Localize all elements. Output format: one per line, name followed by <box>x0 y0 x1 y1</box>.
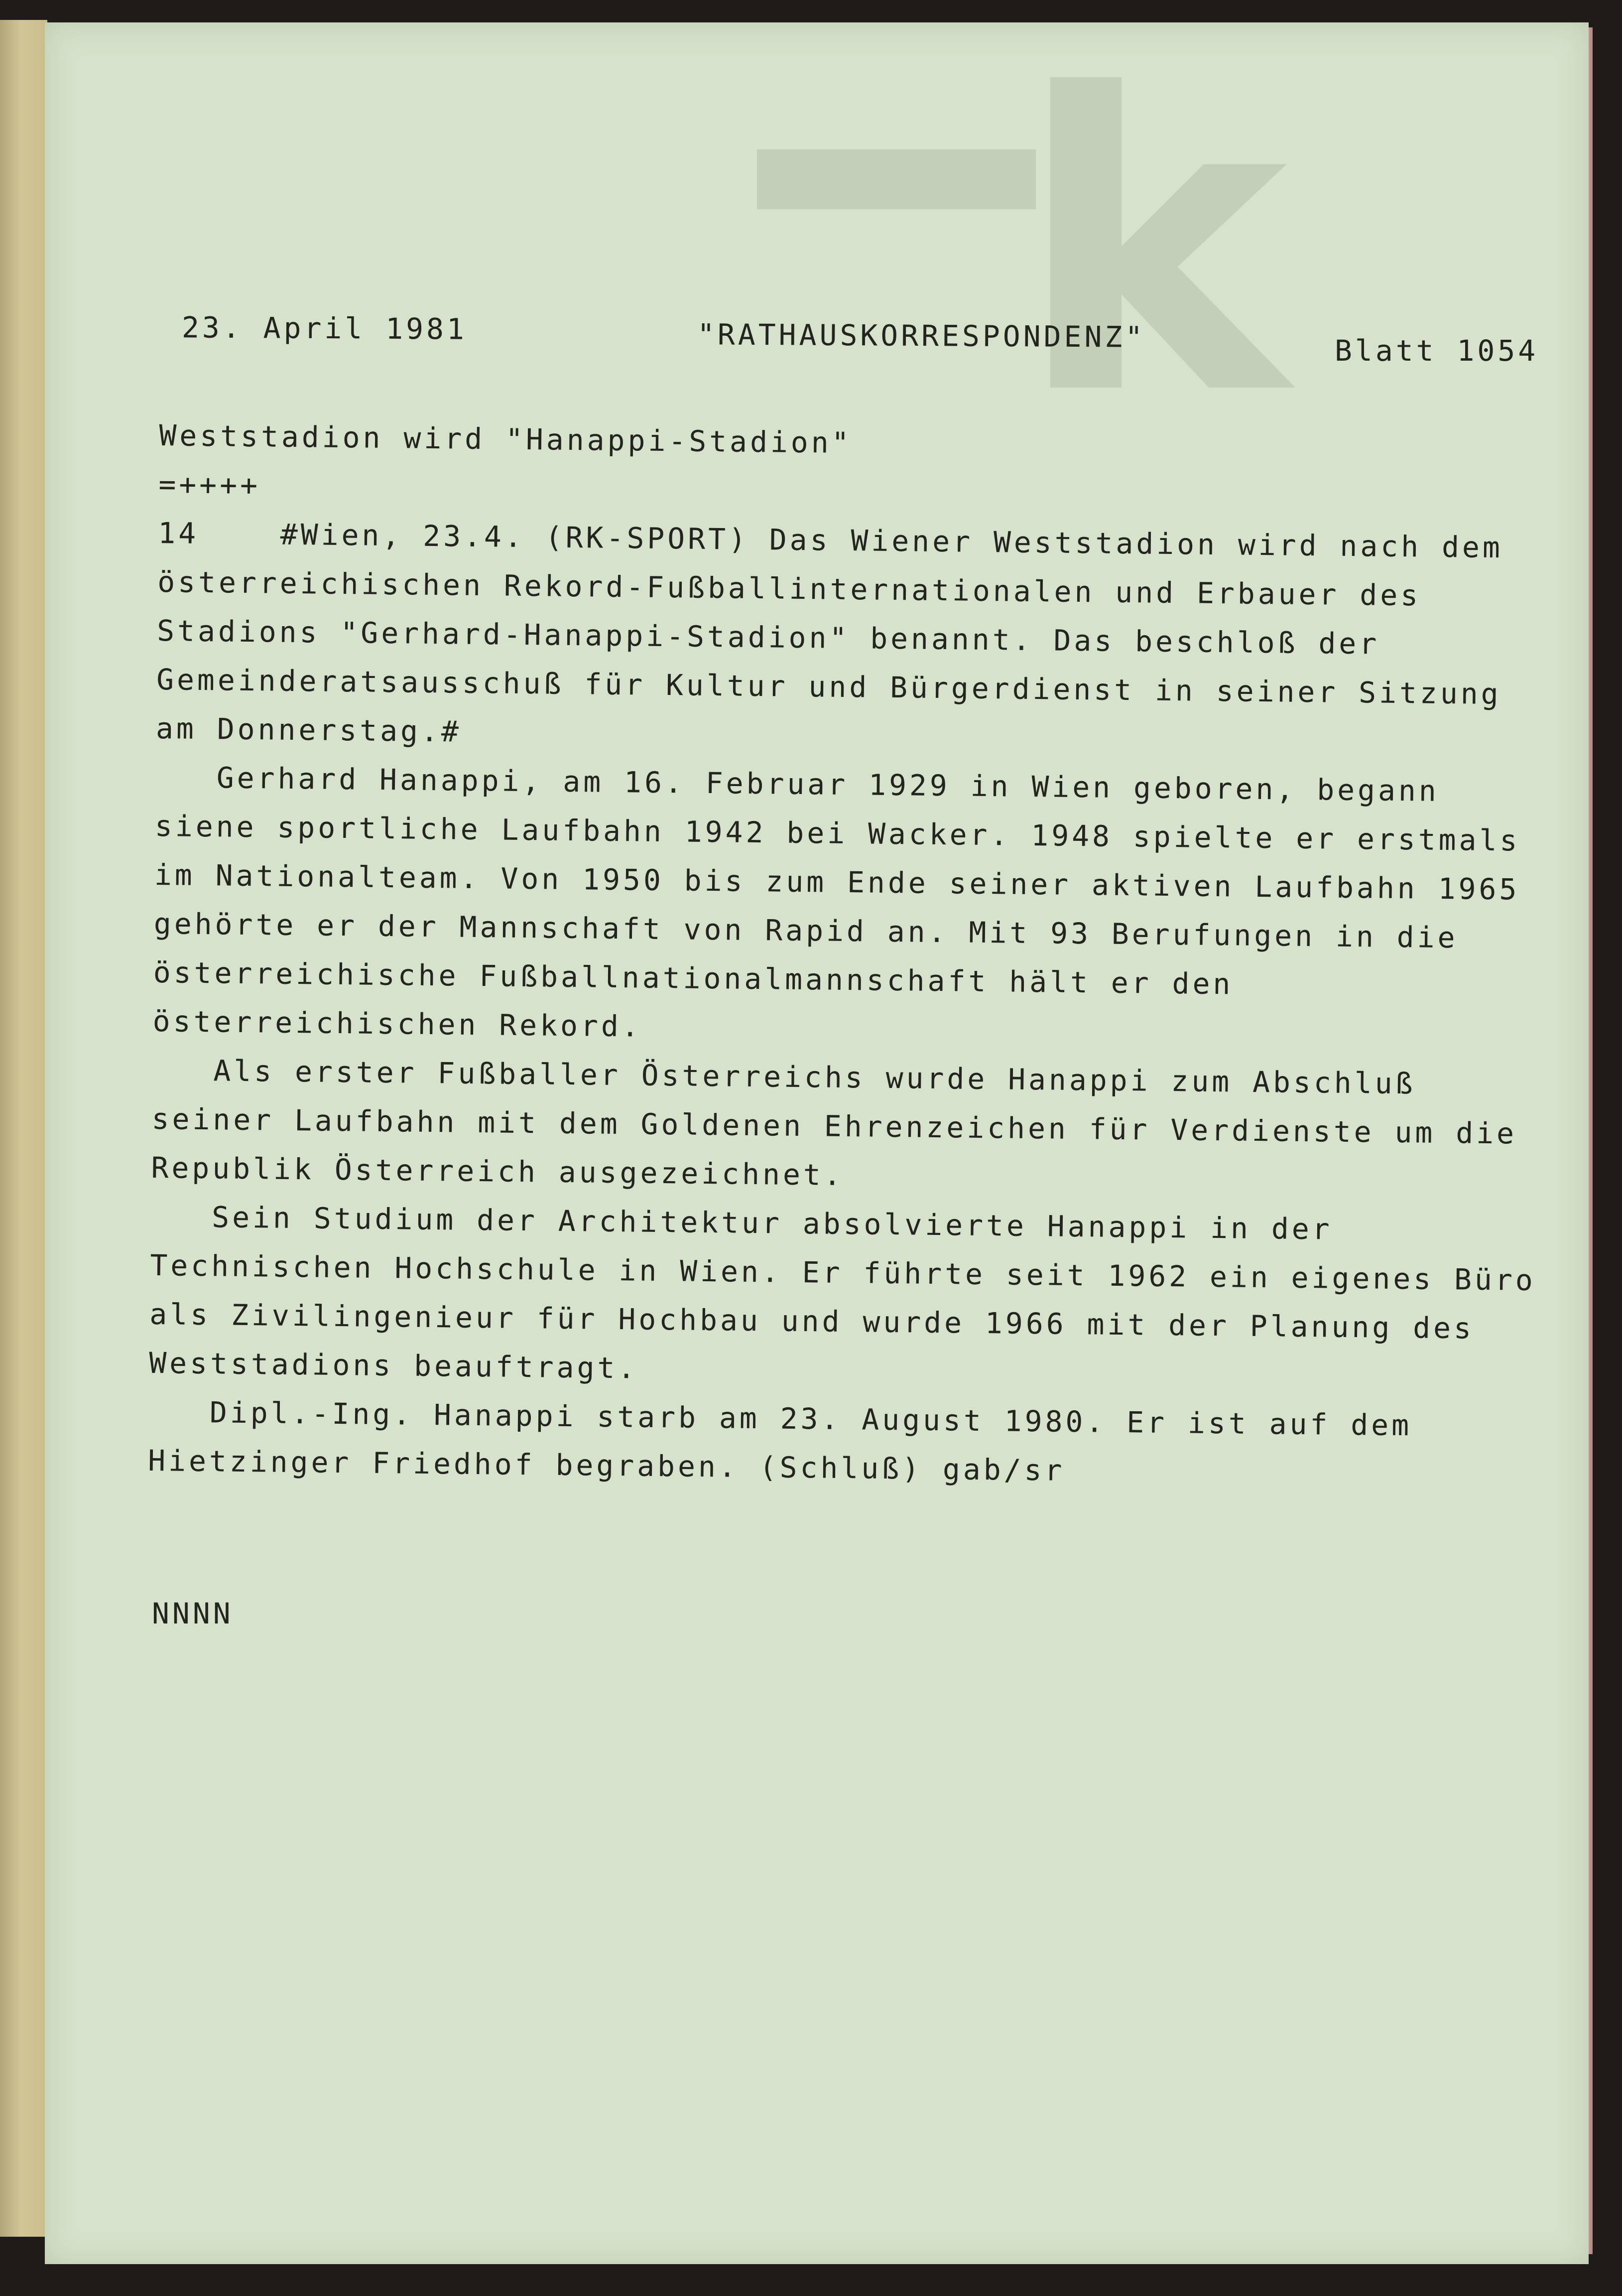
text-line: Hietzinger Friedhof begraben. (Schluß) gab/sr <box>147 1443 1065 1487</box>
header-sheet-number: Blatt 1054 <box>1335 334 1539 368</box>
text-line: Technischen Hochschule in Wien. Er führte seit 1962 ein eigenes Büro <box>150 1248 1536 1298</box>
text-line: als Zivilingenieur für Hochbau und wurde 1966 mit der Planung des <box>149 1297 1475 1346</box>
text-line: 14 #Wien, 23.4. (RK-SPORT) Das Wiener Weststadion wird nach dem <box>157 516 1503 565</box>
text-line: Gemeinderatsausschuß für Kultur und Bürgerdienst in seiner Sitzung <box>156 662 1502 711</box>
text-line: Als erster Fußballer Österreichs wurde Hanappi zum Abschluß <box>152 1053 1416 1101</box>
letterhead-logo-k: k <box>1016 9 1288 484</box>
article-body <box>148 411 1544 1500</box>
book-binding <box>0 20 47 2237</box>
separator: =++++ <box>158 467 261 503</box>
text-line: Gerhard Hanappi, am 16. Februar 1929 in Wien geboren, begann <box>155 760 1440 808</box>
header-publication: "RATHAUSKORRESPONDENZ" <box>697 317 1146 354</box>
text-line: im Nationalteam. Von 1950 bis zum Ende seiner aktiven Laufbahn 1965 <box>154 857 1520 907</box>
text-line: am Donnerstag.# <box>155 711 462 749</box>
document-page <box>45 9 1589 2264</box>
text-line: seiner Laufbahn mit dem Goldenen Ehrenzeichen für Verdienste um die <box>151 1101 1517 1151</box>
headline: Weststadion wird "Hanappi-Stadion" <box>159 418 853 460</box>
header-date: 23. April 1981 <box>181 310 468 346</box>
end-mark: NNNN <box>152 1597 234 1630</box>
typewritten-document <box>45 9 1589 2264</box>
text-line: Stadions "Gerhard-Hanappi-Stadion" benannt. Das beschloß der <box>156 613 1380 661</box>
text-line: österreichische Fußballnationalmannschaft hält er den <box>153 955 1234 1001</box>
text-line: gehörte er der Mannschaft von Rapid an. Mit 93 Berufungen in die <box>153 906 1458 955</box>
text-line: österreichischen Rekord. <box>152 1004 642 1044</box>
text-line: österreichischen Rekord-Fußballinternationalen und Erbauer des <box>157 564 1421 613</box>
text-line: siene sportliche Laufbahn 1942 bei Wacker. 1948 spielte er erstmals <box>154 809 1520 858</box>
text-line: Dipl.-Ing. Hanappi starb am 23. August 1980. Er ist auf dem <box>148 1394 1412 1443</box>
text-line: Weststadions beauftragt. <box>148 1346 638 1385</box>
text-line: Sein Studium der Architektur absolvierte Hanappi in der <box>150 1199 1333 1246</box>
text-line: Republik Österreich ausgezeichnet. <box>151 1150 845 1192</box>
